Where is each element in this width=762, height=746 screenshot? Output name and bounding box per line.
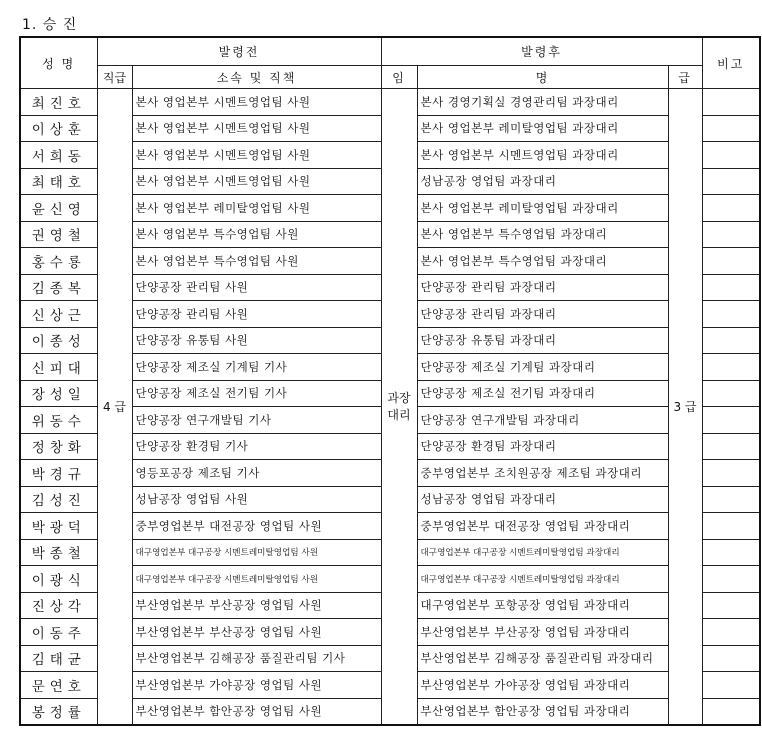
before-affiliation: 성남공장 영업팀 사원 <box>132 486 381 513</box>
remarks-cell <box>702 195 760 222</box>
after-affiliation: 중부영업본부 대전공장 영업팀 과장대리 <box>417 513 668 540</box>
appointed-rank-cell: 과장대리 <box>381 89 417 726</box>
after-affiliation: 단양공장 환경팀 과장대리 <box>417 433 668 460</box>
remarks-cell <box>702 248 760 275</box>
employee-name: 정창화 <box>20 433 97 460</box>
remarks-cell <box>702 354 760 381</box>
header-grade-before: 직급 <box>97 66 132 89</box>
header-remarks: 비고 <box>702 37 760 89</box>
employee-name: 홍수룡 <box>20 248 97 275</box>
before-affiliation: 단양공장 연구개발팀 기사 <box>132 407 381 434</box>
after-affiliation: 본사 영업본부 특수영업팀 과장대리 <box>417 248 668 275</box>
header-appoint: 임 <box>381 66 417 89</box>
employee-name: 진상각 <box>20 592 97 619</box>
before-affiliation: 영등포공장 제조팀 기사 <box>132 460 381 487</box>
employee-name: 위동수 <box>20 407 97 434</box>
after-affiliation: 대구영업본부 대구공장 시멘트레미탈영업팀 과장대리 <box>417 539 668 566</box>
grade-after-cell: 3 급 <box>668 89 702 726</box>
remarks-cell <box>702 592 760 619</box>
after-affiliation: 부산영업본부 부산공장 영업팀 과장대리 <box>417 619 668 646</box>
after-affiliation: 성남공장 영업팀 과장대리 <box>417 168 668 195</box>
after-affiliation: 단양공장 관리팀 과장대리 <box>417 301 668 328</box>
employee-name: 이종성 <box>20 327 97 354</box>
remarks-cell <box>702 327 760 354</box>
employee-name: 이동주 <box>20 619 97 646</box>
after-affiliation: 대구영업본부 대구공장 시멘트레미탈영업팀 과장대리 <box>417 566 668 593</box>
before-affiliation: 본사 영업본부 특수영업팀 사원 <box>132 221 381 248</box>
employee-name: 김태균 <box>20 645 97 672</box>
employee-name: 권영철 <box>20 221 97 248</box>
before-affiliation: 본사 영업본부 시멘트영업팀 사원 <box>132 168 381 195</box>
before-affiliation: 단양공장 제조실 기계팀 기사 <box>132 354 381 381</box>
remarks-cell <box>702 619 760 646</box>
after-affiliation: 성남공장 영업팀 과장대리 <box>417 486 668 513</box>
employee-name: 박경규 <box>20 460 97 487</box>
employee-name: 박광덕 <box>20 513 97 540</box>
remarks-cell <box>702 539 760 566</box>
before-affiliation: 대구영업본부 대구공장 시멘트레미탈영업팀 사원 <box>132 539 381 566</box>
before-affiliation: 단양공장 환경팀 기사 <box>132 433 381 460</box>
table-header <box>20 37 760 89</box>
before-affiliation: 부산영업본부 부산공장 영업팀 사원 <box>132 619 381 646</box>
after-affiliation: 단양공장 제조실 기계팀 과장대리 <box>417 354 668 381</box>
employee-name: 이광식 <box>20 566 97 593</box>
remarks-cell <box>702 301 760 328</box>
remarks-cell <box>702 274 760 301</box>
remarks-cell <box>702 380 760 407</box>
before-affiliation: 단양공장 관리팀 사원 <box>132 274 381 301</box>
after-affiliation: 단양공장 관리팀 과장대리 <box>417 274 668 301</box>
after-affiliation: 부산영업본부 함안공장 영업팀 과장대리 <box>417 698 668 725</box>
remarks-cell <box>702 168 760 195</box>
remarks-cell <box>702 672 760 699</box>
after-affiliation: 부산영업본부 가야공장 영업팀 과장대리 <box>417 672 668 699</box>
employee-name: 신피대 <box>20 354 97 381</box>
after-affiliation: 대구영업본부 포항공장 영업팀 과장대리 <box>417 592 668 619</box>
promotion-table <box>19 36 761 726</box>
employee-name: 박종철 <box>20 539 97 566</box>
remarks-cell <box>702 486 760 513</box>
before-affiliation: 부산영업본부 가야공장 영업팀 사원 <box>132 672 381 699</box>
grade-before-cell: 4 급 <box>97 89 132 726</box>
remarks-cell <box>702 513 760 540</box>
table-row <box>20 89 760 116</box>
remarks-cell <box>702 698 760 725</box>
employee-name: 장성일 <box>20 380 97 407</box>
before-affiliation: 단양공장 제조실 전기팀 기사 <box>132 380 381 407</box>
remarks-cell <box>702 142 760 169</box>
header-affiliation: 소속 및 직책 <box>132 66 381 89</box>
after-affiliation: 단양공장 연구개발팀 과장대리 <box>417 407 668 434</box>
remarks-cell <box>702 433 760 460</box>
before-affiliation: 대구영업본부 대구공장 시멘트레미탈영업팀 사원 <box>132 566 381 593</box>
employee-name: 신상근 <box>20 301 97 328</box>
employee-name: 이상훈 <box>20 115 97 142</box>
employee-name: 서희동 <box>20 142 97 169</box>
before-affiliation: 부산영업본부 함안공장 영업팀 사원 <box>132 698 381 725</box>
before-affiliation: 본사 영업본부 시멘트영업팀 사원 <box>132 142 381 169</box>
employee-name: 윤신영 <box>20 195 97 222</box>
header-title: 명 <box>417 66 668 89</box>
after-affiliation: 본사 영업본부 레미탈영업팀 과장대리 <box>417 115 668 142</box>
before-affiliation: 본사 영업본부 레미탈영업팀 사원 <box>132 195 381 222</box>
before-affiliation: 부산영업본부 부산공장 영업팀 사원 <box>132 592 381 619</box>
employee-name: 문연호 <box>20 672 97 699</box>
remarks-cell <box>702 645 760 672</box>
after-affiliation: 본사 영업본부 특수영업팀 과장대리 <box>417 221 668 248</box>
after-affiliation: 본사 영업본부 시멘트영업팀 과장대리 <box>417 142 668 169</box>
after-affiliation: 단양공장 제조실 전기팀 과장대리 <box>417 380 668 407</box>
after-affiliation: 중부영업본부 조치원공장 제조팀 과장대리 <box>417 460 668 487</box>
promotion-table-container <box>19 36 759 740</box>
before-affiliation: 본사 영업본부 시멘트영업팀 사원 <box>132 89 381 116</box>
header-before: 발령전 <box>97 37 381 66</box>
table-body <box>20 89 760 726</box>
after-affiliation: 부산영업본부 김해공장 품질관리팀 과장대리 <box>417 645 668 672</box>
after-affiliation: 본사 경영기획실 경영관리팀 과장대리 <box>417 89 668 116</box>
before-affiliation: 본사 영업본부 특수영업팀 사원 <box>132 248 381 275</box>
remarks-cell <box>702 407 760 434</box>
employee-name: 최진호 <box>20 89 97 116</box>
remarks-cell <box>702 460 760 487</box>
employee-name: 최태호 <box>20 168 97 195</box>
employee-name: 김성진 <box>20 486 97 513</box>
remarks-cell <box>702 115 760 142</box>
remarks-cell <box>702 566 760 593</box>
before-affiliation: 중부영업본부 대전공장 영업팀 사원 <box>132 513 381 540</box>
before-affiliation: 단양공장 관리팀 사원 <box>132 301 381 328</box>
remarks-cell <box>702 89 760 116</box>
employee-name: 김종복 <box>20 274 97 301</box>
header-name: 성 명 <box>20 37 97 89</box>
before-affiliation: 본사 영업본부 시멘트영업팀 사원 <box>132 115 381 142</box>
remarks-cell <box>702 221 760 248</box>
header-grade-after: 급 <box>668 66 702 89</box>
before-affiliation: 단양공장 유통팀 사원 <box>132 327 381 354</box>
after-affiliation: 본사 영업본부 레미탈영업팀 과장대리 <box>417 195 668 222</box>
after-affiliation: 단양공장 유통팀 과장대리 <box>417 327 668 354</box>
employee-name: 봉정률 <box>20 698 97 725</box>
before-affiliation: 부산영업본부 김해공장 품질관리팀 기사 <box>132 645 381 672</box>
section-title: 1. 승 진 <box>22 17 78 33</box>
header-after: 발령후 <box>381 37 702 66</box>
